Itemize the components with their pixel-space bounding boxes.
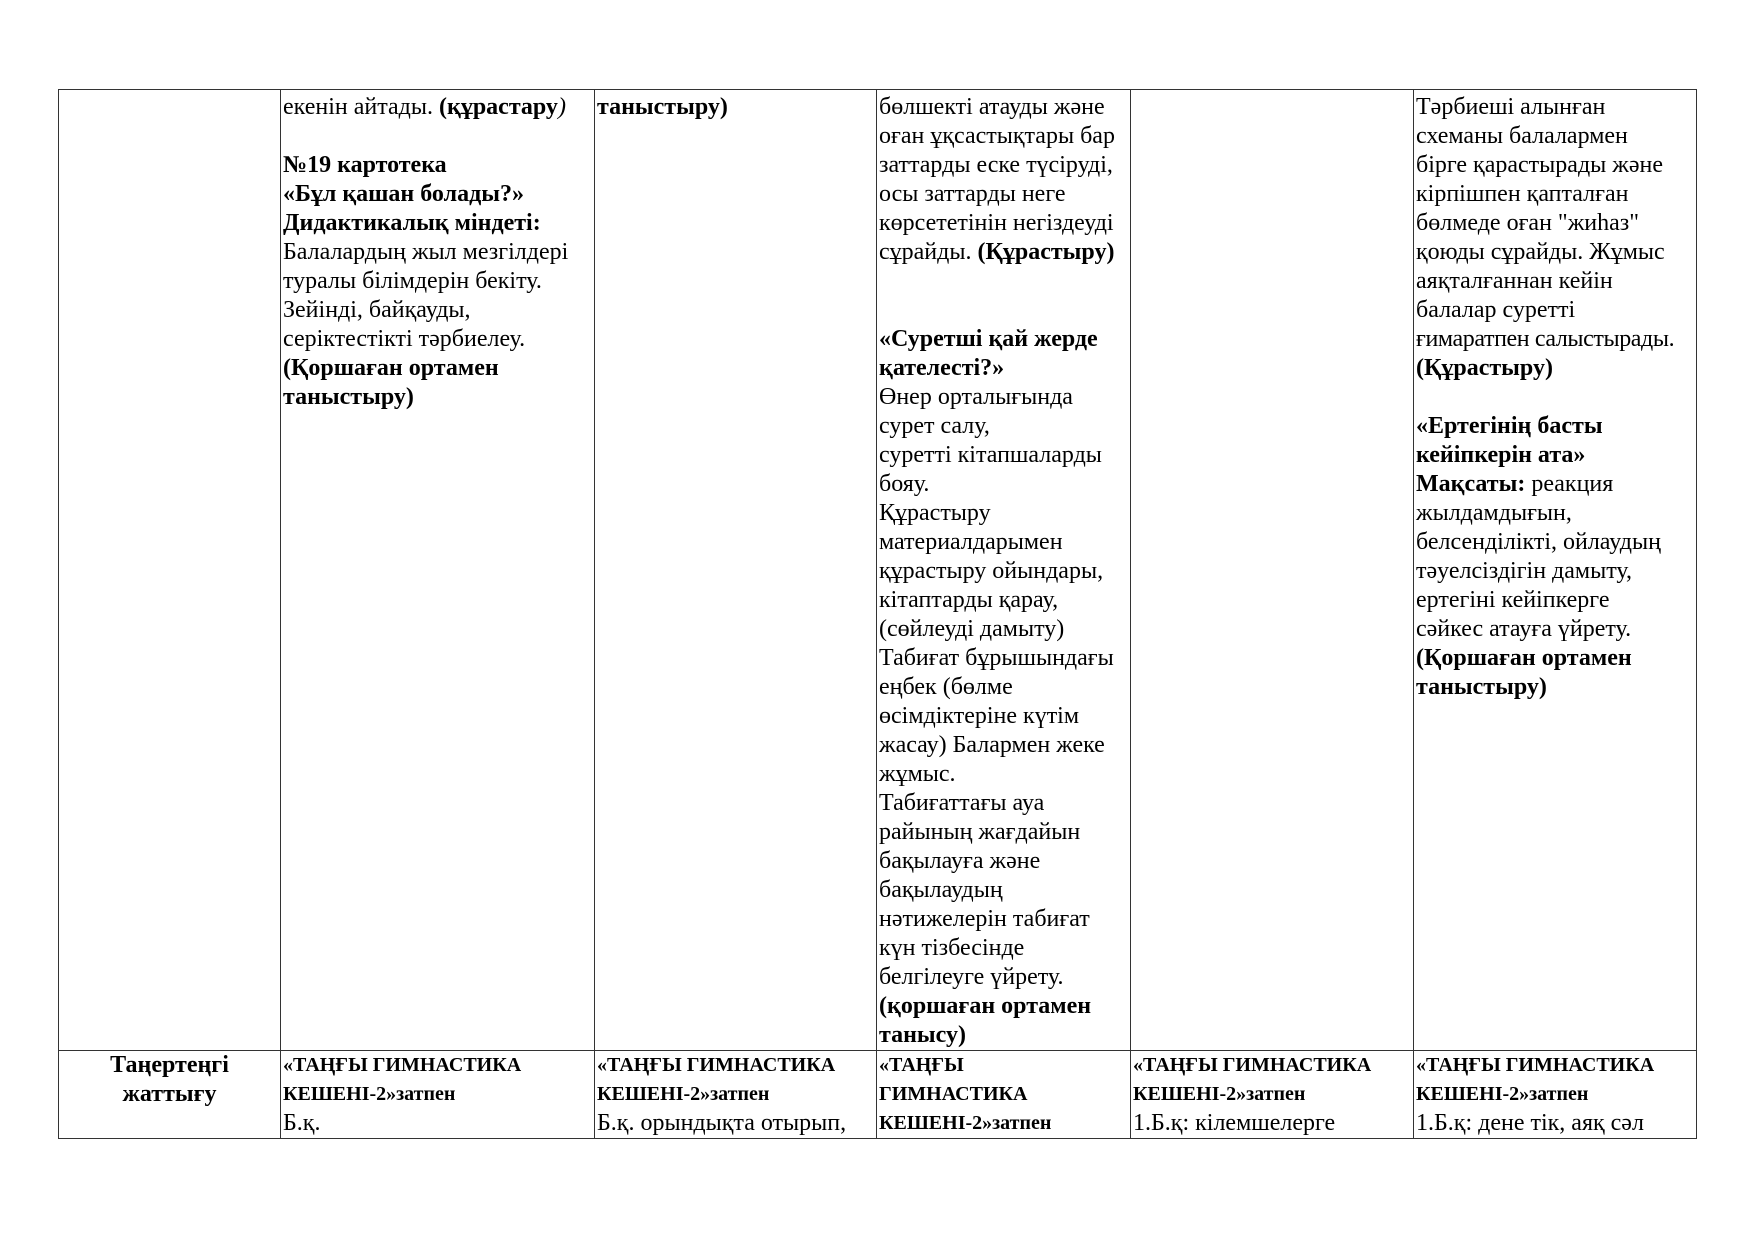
text: «ТАҢҒЫ ГИМНАСТИКА — [1133, 1054, 1372, 1076]
text: кітаптарды қарау, — [879, 587, 1059, 613]
text: көрсететінін негіздеуді — [879, 210, 1114, 236]
text: күн тізбесінде — [879, 935, 1025, 961]
text: бояу. — [879, 471, 930, 497]
text: Тәрбиеші алынған — [1416, 94, 1606, 120]
text: ертегіні кейіпкерге — [1416, 587, 1610, 613]
text: Дидактикалық міндеті: — [283, 210, 541, 236]
text: Балалардың жыл мезгілдері — [283, 239, 569, 265]
text: Мақсаты: — [1416, 471, 1526, 497]
text: (Құрастыру) — [1416, 355, 1553, 381]
game-title: «Суретші қай жерде — [879, 326, 1098, 352]
text: КЕШЕНІ-2»затпен — [1416, 1083, 1589, 1105]
text: Б.қ. орындықта отырып, — [597, 1110, 847, 1136]
text: КЕШЕНІ-2»затпен — [597, 1083, 770, 1105]
cell-col3 — [877, 90, 1131, 1051]
text: материалдарымен — [879, 529, 1063, 555]
text: құрастыру ойындары, — [879, 558, 1104, 584]
cell-col4-empty — [1131, 90, 1414, 1051]
text: сәйкес атауға үйрету. — [1416, 616, 1632, 642]
text: реакция — [1525, 471, 1614, 497]
text: сурет салу, — [879, 413, 990, 439]
text: (құрастару — [439, 94, 558, 120]
game-title: «Бұл қашан болады?» — [283, 181, 524, 207]
text: Табиғат бұрышындағы — [879, 645, 1114, 671]
text: Таңертеңгі — [110, 1052, 229, 1078]
text: КЕШЕНІ-2»затпен — [1133, 1083, 1306, 1105]
text: танысу) — [879, 1022, 966, 1048]
text: (Қоршаған ортамен — [1416, 645, 1632, 671]
exercise-cell-1 — [281, 1051, 595, 1139]
text: еңбек (бөлме — [879, 674, 1013, 700]
text: (сөйлеуді дамыту) — [879, 616, 1065, 642]
text: жаттығу — [122, 1081, 217, 1107]
text: заттарды еске түсіруді, — [879, 152, 1113, 178]
text: белсенділікті, ойлаудың — [1416, 529, 1661, 555]
text: бірге қарастырады және — [1416, 152, 1664, 178]
text: жылдамдығын, — [1416, 500, 1572, 526]
cell-col2 — [595, 90, 877, 1051]
text: жасау) Балармен жеке — [879, 732, 1105, 758]
exercise-cell-5 — [1414, 1051, 1697, 1139]
text: екенін айтады. — [283, 94, 439, 120]
card-number: №19 картотека — [283, 152, 447, 178]
text: суретті кітапшаларды — [879, 442, 1102, 468]
text: бөлмеде оған "жиhаз" — [1416, 210, 1640, 236]
text: жұмыс. — [879, 761, 956, 787]
text: схеманы балалармен — [1416, 123, 1628, 149]
text: (қоршаған ортамен — [879, 993, 1092, 1019]
text: өсімдіктеріне күтім — [879, 703, 1080, 729]
plan-table — [58, 89, 1697, 1139]
text: кірпішпен қапталған — [1416, 181, 1629, 207]
exercise-cell-4 — [1131, 1051, 1414, 1139]
text: аяқталғаннан кейін — [1416, 268, 1613, 294]
text: 1.Б.қ: дене тік, аяқ сәл — [1416, 1110, 1644, 1136]
exercise-cell-2 — [595, 1051, 877, 1139]
text: КЕШЕНІ-2»затпен — [879, 1112, 1052, 1134]
text: бақылауға және — [879, 848, 1041, 874]
text: бөлшекті атауды және — [879, 94, 1105, 120]
cell-col5 — [1414, 90, 1697, 1051]
text: оған ұқсастықтары бар — [879, 123, 1115, 149]
exercise-cell-3 — [877, 1051, 1131, 1139]
text: (Құрастыру) — [977, 239, 1115, 265]
text: Құрастыру — [879, 500, 991, 526]
cell-col1 — [281, 90, 595, 1051]
text: белгілеуге үйрету. — [879, 964, 1064, 990]
text: Өнер орталығында — [879, 384, 1073, 410]
table-row — [59, 90, 1697, 1051]
text: осы заттарды неге — [879, 181, 1066, 207]
text: Табиғаттағы ауа — [879, 790, 1045, 816]
text: Б.қ. — [283, 1110, 321, 1136]
text: ) — [557, 94, 566, 120]
text: ГИМНАСТИКА — [879, 1083, 1028, 1105]
text: КЕШЕНІ-2»затпен — [283, 1083, 456, 1105]
label-cell-empty — [59, 90, 281, 1051]
text: Зейінді, байқауды, — [283, 297, 471, 323]
table-row — [59, 1051, 1697, 1139]
text: таныстыру) — [1416, 674, 1547, 700]
text: «ТАҢҒЫ — [879, 1054, 964, 1076]
text: серіктестікті тәрбиелеу. — [283, 326, 526, 352]
text: «ТАҢҒЫ ГИМНАСТИКА — [1416, 1054, 1655, 1076]
text: нәтижелерін табиғат — [879, 906, 1090, 932]
text: таныстыру) — [283, 384, 414, 410]
game-title: «Ертегінің басты — [1416, 413, 1603, 439]
text: «ТАҢҒЫ ГИМНАСТИКА — [283, 1054, 522, 1076]
text: сұрайды. — [879, 239, 978, 265]
text: (Қоршаған ортамен — [283, 355, 499, 381]
row-label-morning-exercise — [59, 1051, 281, 1139]
text: 1.Б.қ: кілемшелерге — [1133, 1110, 1336, 1136]
text: тәуелсіздігін дамыту, — [1416, 558, 1632, 584]
game-title: кейіпкерін ата» — [1416, 442, 1586, 468]
text: «ТАҢҒЫ ГИМНАСТИКА — [597, 1054, 836, 1076]
text: туралы білімдерін бекіту. — [283, 268, 542, 294]
text: балалар суретті — [1416, 297, 1576, 323]
text: бақылаудың — [879, 877, 1003, 903]
text: қоюды сұрайды. Жұмыс — [1416, 239, 1665, 265]
game-title: қателесті?» — [879, 355, 1005, 381]
text: ғимаратпен салыстырады. — [1416, 326, 1675, 352]
text: таныстыру) — [597, 94, 728, 120]
text: райының жағдайын — [879, 819, 1081, 845]
